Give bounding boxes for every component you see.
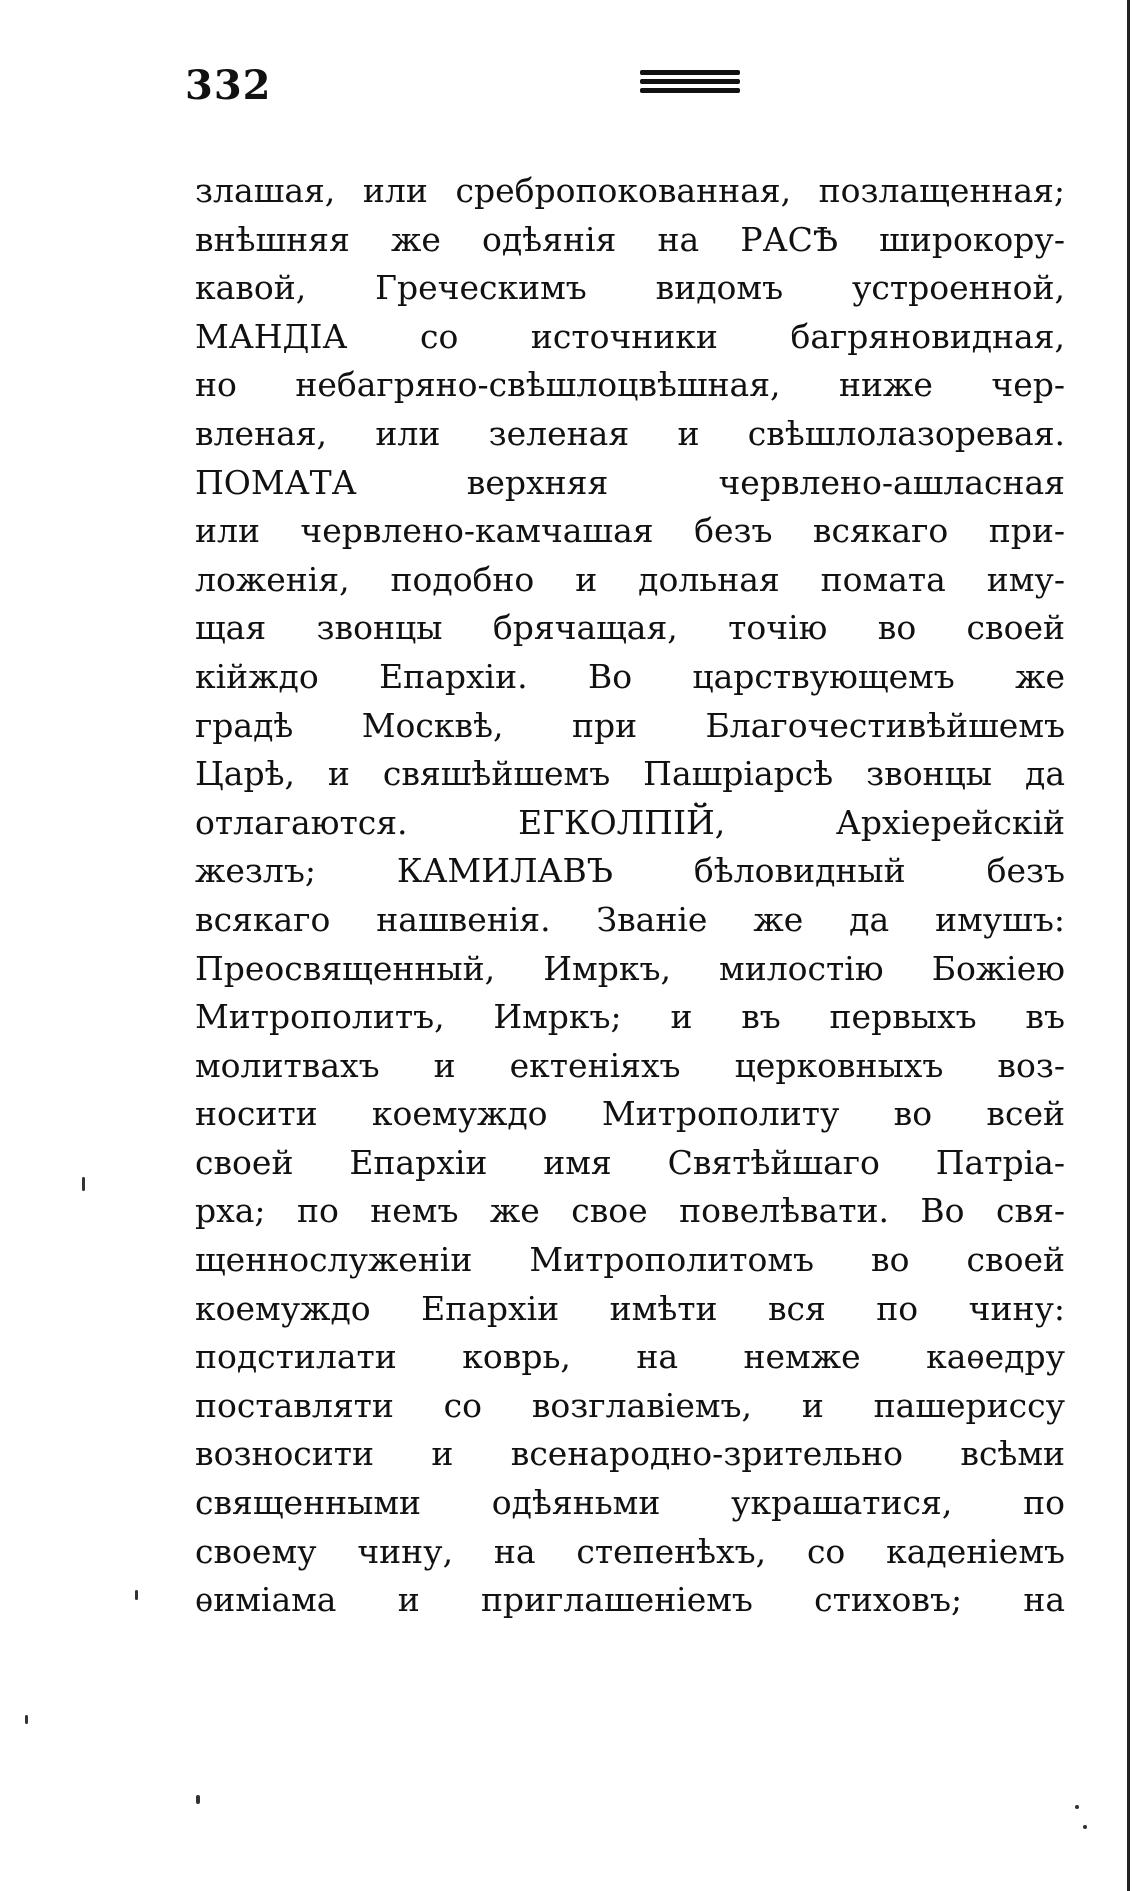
text-line: рха; по немъ же свое повелѣвати. Во свя- bbox=[195, 1191, 1065, 1231]
body-text bbox=[195, 167, 1065, 1625]
text-line: ѳиміама и приглашеніемъ стиховъ; на bbox=[195, 1580, 1065, 1620]
text-line: священными одѣяньми украшатися, по bbox=[195, 1483, 1065, 1523]
text-line: своей Епархіи имя Святѣйшаго Патріа- bbox=[195, 1142, 1065, 1182]
text-line: или червлено-камчашая безъ всякаго при- bbox=[195, 511, 1065, 551]
text-line: жезлъ; КАМИЛАВЪ бѣловидный безъ bbox=[195, 851, 1065, 891]
page-edge-line bbox=[1127, 0, 1130, 1891]
text-line: но небагряно-свѣшлоцвѣшная, ниже чер- bbox=[195, 365, 1065, 405]
text-line: Митрополитъ, Имркъ; и въ первыхъ въ bbox=[195, 997, 1065, 1037]
text-line: щая звонцы брячащая, точію во своей bbox=[195, 608, 1065, 648]
text-line: ПОМАТА верхняя червлено-ашласная bbox=[195, 462, 1065, 502]
text-line: МАНДІА со источники багряновидная, bbox=[195, 316, 1065, 356]
text-line: кавой, Греческимъ видомъ устроенной, bbox=[195, 268, 1065, 308]
text-line: градѣ Москвѣ, при Благочестивѣйшемъ bbox=[195, 705, 1065, 745]
text-line: отлагаются. ЕГКОЛПІЙ, Архіерейскій bbox=[195, 802, 1065, 842]
text-line: молитвахъ и ектеніяхъ церковныхъ воз- bbox=[195, 1045, 1065, 1085]
text-line: Царѣ, и свяшѣйшемъ Пашріарсѣ звонцы да bbox=[195, 754, 1065, 794]
text-line: кійждо Епархіи. Во царствующемъ же bbox=[195, 656, 1065, 696]
text-line: Преосвященный, Имркъ, милостію Божіею bbox=[195, 948, 1065, 988]
text-line: внѣшняя же одѣянія на РАСѢ широкору- bbox=[195, 219, 1065, 259]
text-line: щеннослуженіи Митрополитомъ во своей bbox=[195, 1240, 1065, 1280]
text-line: подстилати коврь, на немже каѳедру bbox=[195, 1337, 1065, 1377]
text-line: возносити и всенародно-зрительно всѣми bbox=[195, 1434, 1065, 1474]
page-number: 332 bbox=[185, 62, 272, 109]
text-line: своему чину, на степенѣхъ, со каденіемъ bbox=[195, 1531, 1065, 1571]
text-line: коемуждо Епархіи имѣти вся по чину: bbox=[195, 1288, 1065, 1328]
text-line: всякаго нашвенія. Званіе же да имушъ: bbox=[195, 899, 1065, 939]
header-ornament bbox=[640, 70, 740, 92]
text-line: злашая, или сребропокованная, позлащенная; bbox=[195, 171, 1065, 210]
text-line: вленая, или зеленая и свѣшлолазоревая. bbox=[195, 413, 1065, 453]
text-line: носити коемуждо Митрополиту во всей bbox=[195, 1094, 1065, 1134]
text-line: поставляти со возглавіемъ, и пашериссу bbox=[195, 1385, 1065, 1425]
text-line: ложенія, подобно и дольная помата иму- bbox=[195, 559, 1065, 599]
